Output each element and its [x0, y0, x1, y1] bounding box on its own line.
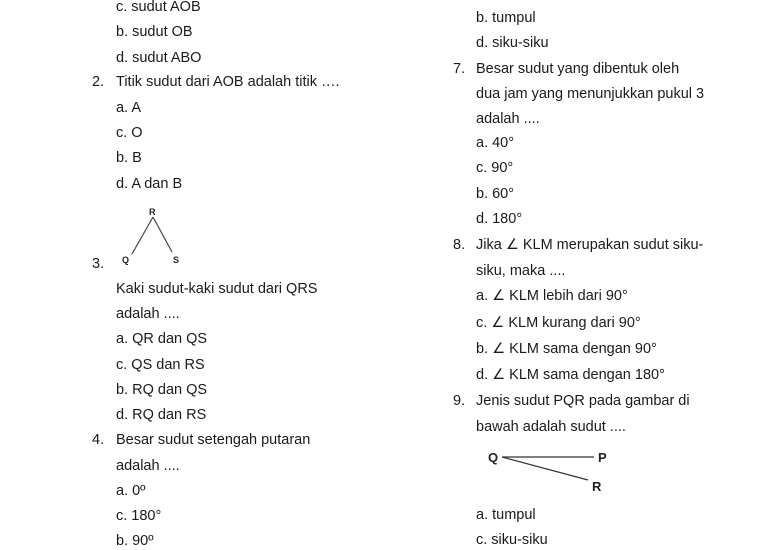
q9-number: 9.: [453, 393, 466, 409]
q9-question-line2: bawah adalah sudut ....: [476, 419, 626, 435]
label-q9-r: R: [592, 479, 602, 494]
angle-pqr-figure: [484, 444, 624, 496]
q3-question-line1: Kaki sudut-kaki sudut dari QRS: [116, 281, 318, 297]
segment-rq: [132, 217, 153, 254]
segment-qr: [502, 457, 588, 480]
q4-option-c: c. 180°: [116, 508, 162, 524]
q8-number: 8.: [453, 237, 466, 253]
q7-option-d: d. 180°: [476, 211, 523, 227]
q4-question-line2: adalah ....: [116, 458, 180, 474]
q7-question-line2: dua jam yang menunjukkan pukul 3: [476, 86, 705, 102]
q3-number: 3.: [92, 256, 105, 272]
q4-question-line1: Besar sudut setengah putaran: [116, 432, 311, 448]
q9-option-a: a. tumpul: [476, 507, 536, 523]
q2-option-a: a. A: [116, 100, 141, 116]
q2-option-b: b. B: [116, 150, 142, 166]
q9-option-c: c. siku-siku: [476, 532, 548, 548]
q7-number: 7.: [453, 61, 466, 77]
q4-option-a: a. 0º: [116, 483, 146, 499]
q7-option-b: b. 60°: [476, 186, 515, 202]
q6-option-b: b. tumpul: [476, 10, 536, 26]
q2-option-c: c. O: [116, 125, 143, 141]
q7-question-line3: adalah ....: [476, 111, 540, 127]
segment-rs: [153, 217, 172, 252]
label-r: R: [149, 207, 156, 217]
q3-option-b: b. RQ dan QS: [116, 382, 208, 398]
q6-option-d: d. siku-siku: [476, 35, 549, 51]
q3-option-a: a. QR dan QS: [116, 331, 208, 347]
q2-option-d: d. A dan B: [116, 176, 183, 192]
q8-option-a: a. ∠ KLM lebih dari 90°: [476, 288, 628, 304]
label-q9-q: Q: [488, 450, 499, 465]
label-q9-p: P: [598, 450, 607, 465]
q8-question-line1: Jika ∠ KLM merupakan sudut siku-: [476, 237, 704, 253]
q2-question: Titik sudut dari AOB adalah titik ….: [116, 74, 340, 90]
q3-option-c: c. QS dan RS: [116, 357, 205, 373]
label-q: Q: [122, 255, 130, 265]
q1-option-c: c. sudut AOB: [116, 0, 201, 15]
q8-option-d: d. ∠ KLM sama dengan 180°: [476, 367, 665, 383]
q7-option-c: c. 90°: [476, 160, 514, 176]
label-s: S: [173, 255, 180, 265]
angle-qrs-figure: [112, 200, 192, 270]
q4-number: 4.: [92, 432, 105, 448]
q8-question-line2: siku, maka ....: [476, 263, 566, 279]
q1-option-d: d. sudut ABO: [116, 50, 202, 66]
q1-option-b: b. sudut OB: [116, 24, 193, 40]
q9-question-line1: Jenis sudut PQR pada gambar di: [476, 393, 690, 409]
q7-question-line1: Besar sudut yang dibentuk oleh: [476, 61, 680, 77]
q2-number: 2.: [92, 74, 105, 90]
q8-option-b: b. ∠ KLM sama dengan 90°: [476, 341, 657, 357]
q4-option-b: b. 90º: [116, 533, 154, 549]
q7-option-a: a. 40°: [476, 135, 515, 151]
q3-option-d: d. RQ dan RS: [116, 407, 207, 423]
q3-question-line2: adalah ....: [116, 306, 180, 322]
q8-option-c: c. ∠ KLM kurang dari 90°: [476, 315, 641, 331]
